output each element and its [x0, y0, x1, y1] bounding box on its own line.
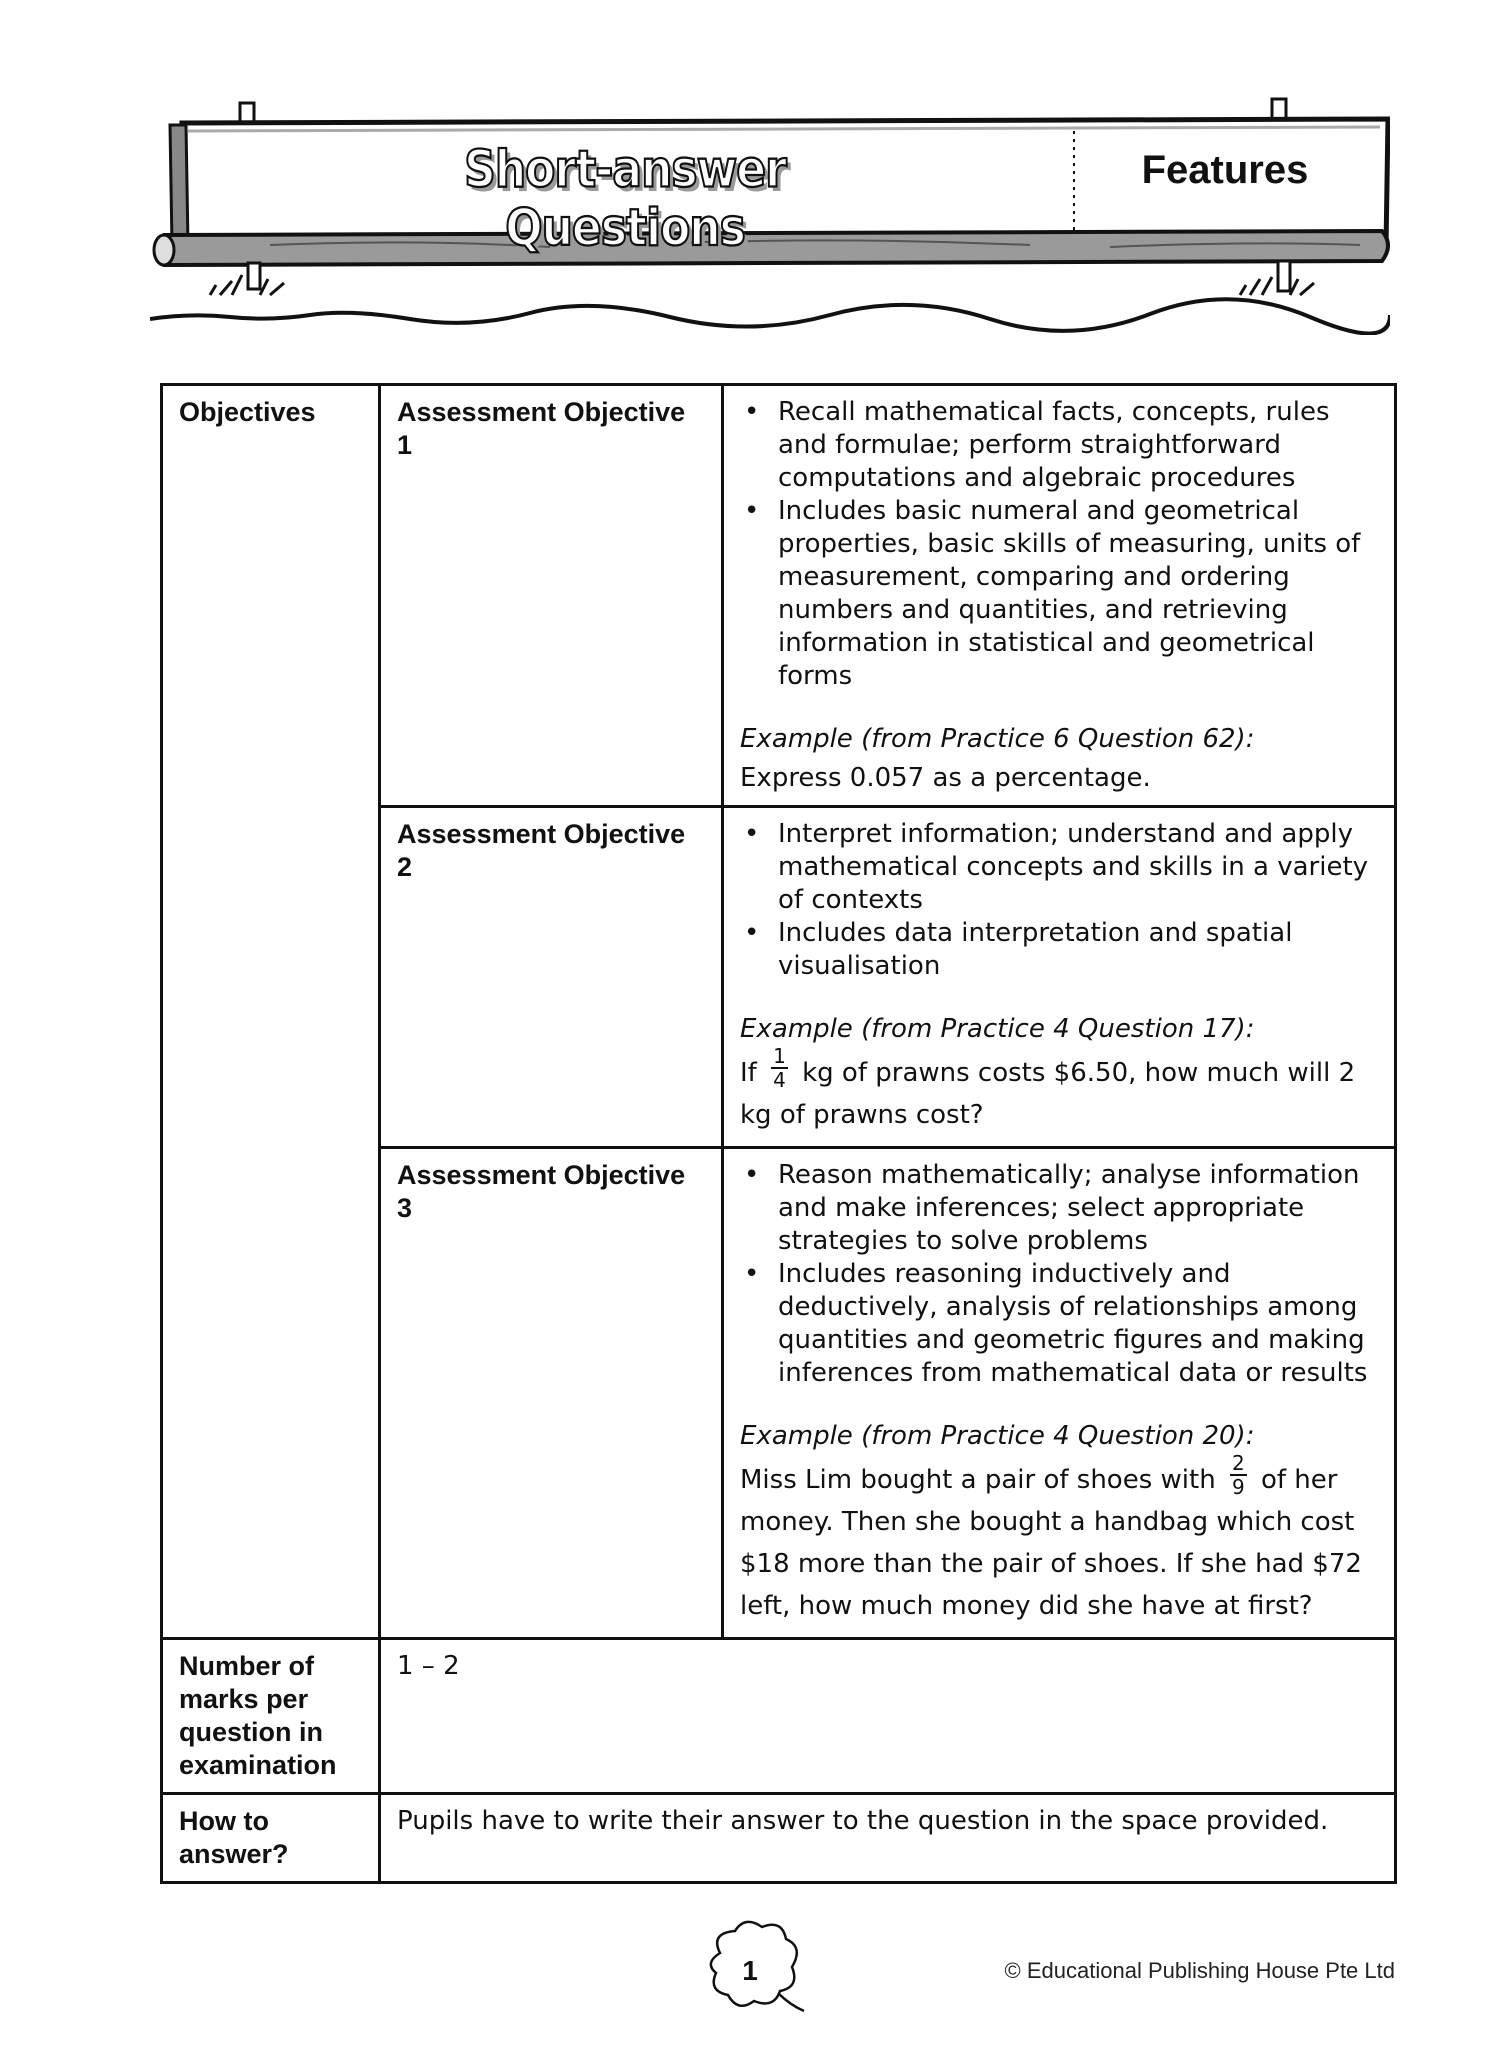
- fraction: [1230, 1452, 1247, 1498]
- example-question: Express 0.057 as a percentage.: [740, 763, 1151, 793]
- fraction-denominator: 4: [773, 1067, 786, 1092]
- marks-value-cell: [380, 1639, 1396, 1794]
- marks-label: Number of marks per question in examination: [179, 1651, 337, 1780]
- fraction-numerator: 1: [773, 1043, 786, 1068]
- objective-name: Assessment Objective 1: [397, 397, 686, 460]
- table-row: [162, 1794, 1396, 1883]
- objective-point: • Reason mathematically; analyse information and make inferences; select appropriate strategies to solve problems: [778, 1159, 1378, 1258]
- objective-description-cell: [723, 385, 1396, 807]
- objective-point: • Includes reasoning inductively and deductively, analysis of relationships among quantities and geometric figures and making inferences from mathematical data or results: [778, 1258, 1378, 1390]
- objective-description-cell: [723, 1148, 1396, 1639]
- objective-points: [740, 396, 1378, 693]
- marks-value: 1 – 2: [397, 1651, 460, 1681]
- how-to-answer-label: How to answer?: [179, 1806, 289, 1869]
- objective-name-cell: [380, 385, 723, 807]
- example-heading: Example (from Practice 4 Question 17):: [740, 1014, 1255, 1044]
- table-row: [162, 1639, 1396, 1794]
- objective-description-cell: [723, 807, 1396, 1148]
- objective-points: [740, 1159, 1378, 1390]
- fraction-numerator: 2: [1231, 1450, 1245, 1475]
- objective-point: • Recall mathematical facts, concepts, rules and formulae; perform straightforward computations and algebraic procedures: [778, 396, 1378, 495]
- banner-title: Short-answer Questions: [464, 140, 786, 258]
- objective-point: • Includes data interpretation and spatial visualisation: [778, 917, 1378, 983]
- question-text-before: Miss Lim bought a pair of shoes with: [740, 1465, 1216, 1495]
- fraction-denominator: 9: [1231, 1474, 1245, 1499]
- question-text-after: kg of prawns costs $6.50, how much will 2 kg of prawns cost?: [740, 1058, 1356, 1130]
- how-to-answer-value: Pupils have to write their answer to the question in the space provided.: [397, 1806, 1329, 1836]
- objectives-label-cell: [162, 385, 380, 1639]
- how-label-cell: [162, 1794, 380, 1883]
- objective-point: • Interpret information; understand and apply mathematical concepts and skills in a variety of contexts: [778, 818, 1378, 917]
- banner-section-label: Features: [1141, 148, 1309, 192]
- marks-label-cell: [162, 1639, 380, 1794]
- example-question: [740, 1043, 1378, 1136]
- objective-point: • Includes basic numeral and geometrical properties, basic skills of measuring, units of measurement, comparing and ordering numbers and quantities, and retrieving information in statistical and geometrical forms: [778, 495, 1378, 693]
- example-heading: Example (from Practice 6 Question 62):: [740, 724, 1255, 754]
- objectives-label: Objectives: [179, 397, 316, 427]
- question-text-before: If: [740, 1058, 757, 1088]
- objective-points: [740, 818, 1378, 983]
- example-heading: Example (from Practice 4 Question 20):: [740, 1421, 1255, 1451]
- objective-name: Assessment Objective 3: [397, 1160, 686, 1223]
- features-table: [160, 383, 1397, 1884]
- objective-name-cell: [380, 807, 723, 1148]
- copyright: © Educational Publishing House Pte Ltd: [1004, 1958, 1395, 1983]
- objective-name: Assessment Objective 2: [397, 819, 686, 882]
- how-value-cell: [380, 1794, 1396, 1883]
- objective-name-cell: [380, 1148, 723, 1639]
- table-row: [162, 385, 1396, 807]
- page-number: 1: [742, 1955, 758, 1986]
- question-text-after: of her money. Then she bought a handbag which cost $18 more than the pair of shoes. If she had $72 left, how much money did she have at first?: [740, 1465, 1362, 1621]
- example-question: [740, 1450, 1378, 1627]
- fraction: [771, 1045, 788, 1091]
